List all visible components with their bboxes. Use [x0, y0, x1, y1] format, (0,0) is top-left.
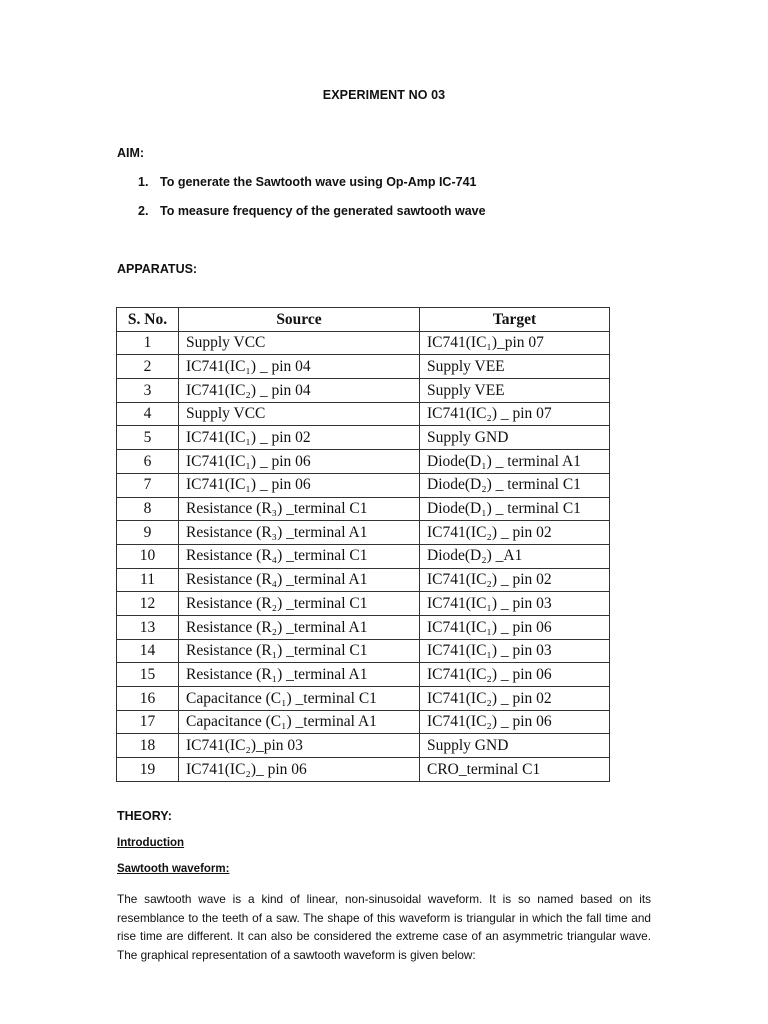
aim-item-text: To generate the Sawtooth wave using Op-Amp IC-741: [160, 175, 477, 189]
cell-source: IC741(IC₁) _ pin 06: [179, 450, 420, 474]
cell-source: Resistance (R₂) _terminal A1: [179, 615, 420, 639]
aim-list: [138, 175, 486, 233]
cell-sno: 11: [117, 568, 179, 592]
table-header-row: [117, 308, 610, 332]
table-row: [117, 758, 610, 782]
cell-sno: 18: [117, 734, 179, 758]
page-title: EXPERIMENT NO 03: [322, 88, 446, 102]
introduction-heading: Introduction: [117, 837, 185, 849]
table-row: [117, 497, 610, 521]
cell-source: IC741(IC₁) _ pin 06: [179, 473, 420, 497]
cell-target: IC741(IC₁) _ pin 03: [420, 639, 610, 663]
cell-source: IC741(IC₁) _ pin 04: [179, 355, 420, 379]
cell-sno: 19: [117, 758, 179, 782]
cell-source: Supply VCC: [179, 331, 420, 355]
cell-sno: 15: [117, 663, 179, 687]
cell-sno: 12: [117, 592, 179, 616]
cell-sno: 9: [117, 521, 179, 545]
table-row: [117, 734, 610, 758]
apparatus-table: [116, 307, 610, 782]
table-row: [117, 710, 610, 734]
cell-source: Resistance (R₄) _terminal A1: [179, 568, 420, 592]
table-row: [117, 615, 610, 639]
cell-source: Resistance (R₂) _terminal C1: [179, 592, 420, 616]
table-row: [117, 544, 610, 568]
theory-paragraph: The sawtooth wave is a kind of linear, non-sinusoidal waveform. It is so named based on its resemblance to the teeth of a saw. The shape of this waveform is triangular in which the fall time and rise time are different. It can also be considered the extreme case of an asymmetric triangular wave. The graphical representation of a sawtooth waveform is given below:: [117, 892, 651, 962]
table-row: [117, 663, 610, 687]
cell-sno: 10: [117, 544, 179, 568]
table-row: [117, 402, 610, 426]
cell-target: IC741(IC₂) _ pin 02: [420, 687, 610, 711]
aim-item-number: 2.: [138, 204, 149, 218]
cell-sno: 1: [117, 331, 179, 355]
aim-item: [138, 204, 486, 233]
cell-sno: 3: [117, 379, 179, 403]
table-row: [117, 592, 610, 616]
table-row: [117, 379, 610, 403]
theory-heading: THEORY:: [117, 809, 172, 823]
table-row: [117, 473, 610, 497]
cell-target: Diode(D₁) _ terminal A1: [420, 450, 610, 474]
cell-sno: 2: [117, 355, 179, 379]
cell-target: Diode(D₂) _ terminal C1: [420, 473, 610, 497]
cell-source: Capacitance (C₁) _terminal C1: [179, 687, 420, 711]
table-row: [117, 331, 610, 355]
cell-target: Diode(D₂) _A1: [420, 544, 610, 568]
table-row: [117, 568, 610, 592]
cell-sno: 17: [117, 710, 179, 734]
cell-target: IC741(IC₂) _ pin 06: [420, 663, 610, 687]
cell-source: Resistance (R₁) _terminal A1: [179, 663, 420, 687]
aim-item-text: To measure frequency of the generated sawtooth wave: [160, 204, 486, 218]
cell-target: IC741(IC₂) _ pin 02: [420, 568, 610, 592]
cell-sno: 4: [117, 402, 179, 426]
column-header-target: Target: [420, 308, 610, 332]
column-header-source: Source: [179, 308, 420, 332]
cell-source: Resistance (R₄) _terminal C1: [179, 544, 420, 568]
cell-target: Diode(D₁) _ terminal C1: [420, 497, 610, 521]
cell-target: IC741(IC₁) _ pin 03: [420, 592, 610, 616]
cell-target: CRO_terminal C1: [420, 758, 610, 782]
apparatus-heading: APPARATUS:: [117, 262, 198, 276]
cell-source: Capacitance (C₁) _terminal A1: [179, 710, 420, 734]
cell-sno: 16: [117, 687, 179, 711]
apparatus-table-body: [117, 331, 610, 781]
cell-target: Supply GND: [420, 734, 610, 758]
cell-target: IC741(IC₁) _ pin 06: [420, 615, 610, 639]
cell-target: IC741(IC₂) _ pin 02: [420, 521, 610, 545]
cell-target: Supply GND: [420, 426, 610, 450]
cell-sno: 14: [117, 639, 179, 663]
aim-item: [138, 175, 486, 204]
aim-item-number: 1.: [138, 175, 149, 189]
cell-source: IC741(IC₁) _ pin 02: [179, 426, 420, 450]
cell-sno: 7: [117, 473, 179, 497]
cell-sno: 8: [117, 497, 179, 521]
cell-source: IC741(IC₂) _ pin 04: [179, 379, 420, 403]
cell-target: Supply VEE: [420, 379, 610, 403]
table-row: [117, 426, 610, 450]
cell-source: Resistance (R₃) _terminal C1: [179, 497, 420, 521]
cell-target: Supply VEE: [420, 355, 610, 379]
cell-source: Resistance (R₃) _terminal A1: [179, 521, 420, 545]
sawtooth-heading: Sawtooth waveform:: [117, 863, 230, 875]
cell-source: IC741(IC₂)_pin 03: [179, 734, 420, 758]
cell-sno: 13: [117, 615, 179, 639]
cell-target: IC741(IC₂) _ pin 06: [420, 710, 610, 734]
cell-target: IC741(IC₁)_pin 07: [420, 331, 610, 355]
cell-source: IC741(IC₂)_ pin 06: [179, 758, 420, 782]
cell-source: Supply VCC: [179, 402, 420, 426]
cell-target: IC741(IC₂) _ pin 07: [420, 402, 610, 426]
cell-source: Resistance (R₁) _terminal C1: [179, 639, 420, 663]
column-header-sno: S. No.: [117, 308, 179, 332]
aim-heading: AIM:: [117, 146, 145, 160]
table-row: [117, 450, 610, 474]
table-row: [117, 687, 610, 711]
table-row: [117, 521, 610, 545]
table-row: [117, 639, 610, 663]
table-row: [117, 355, 610, 379]
cell-sno: 5: [117, 426, 179, 450]
cell-sno: 6: [117, 450, 179, 474]
